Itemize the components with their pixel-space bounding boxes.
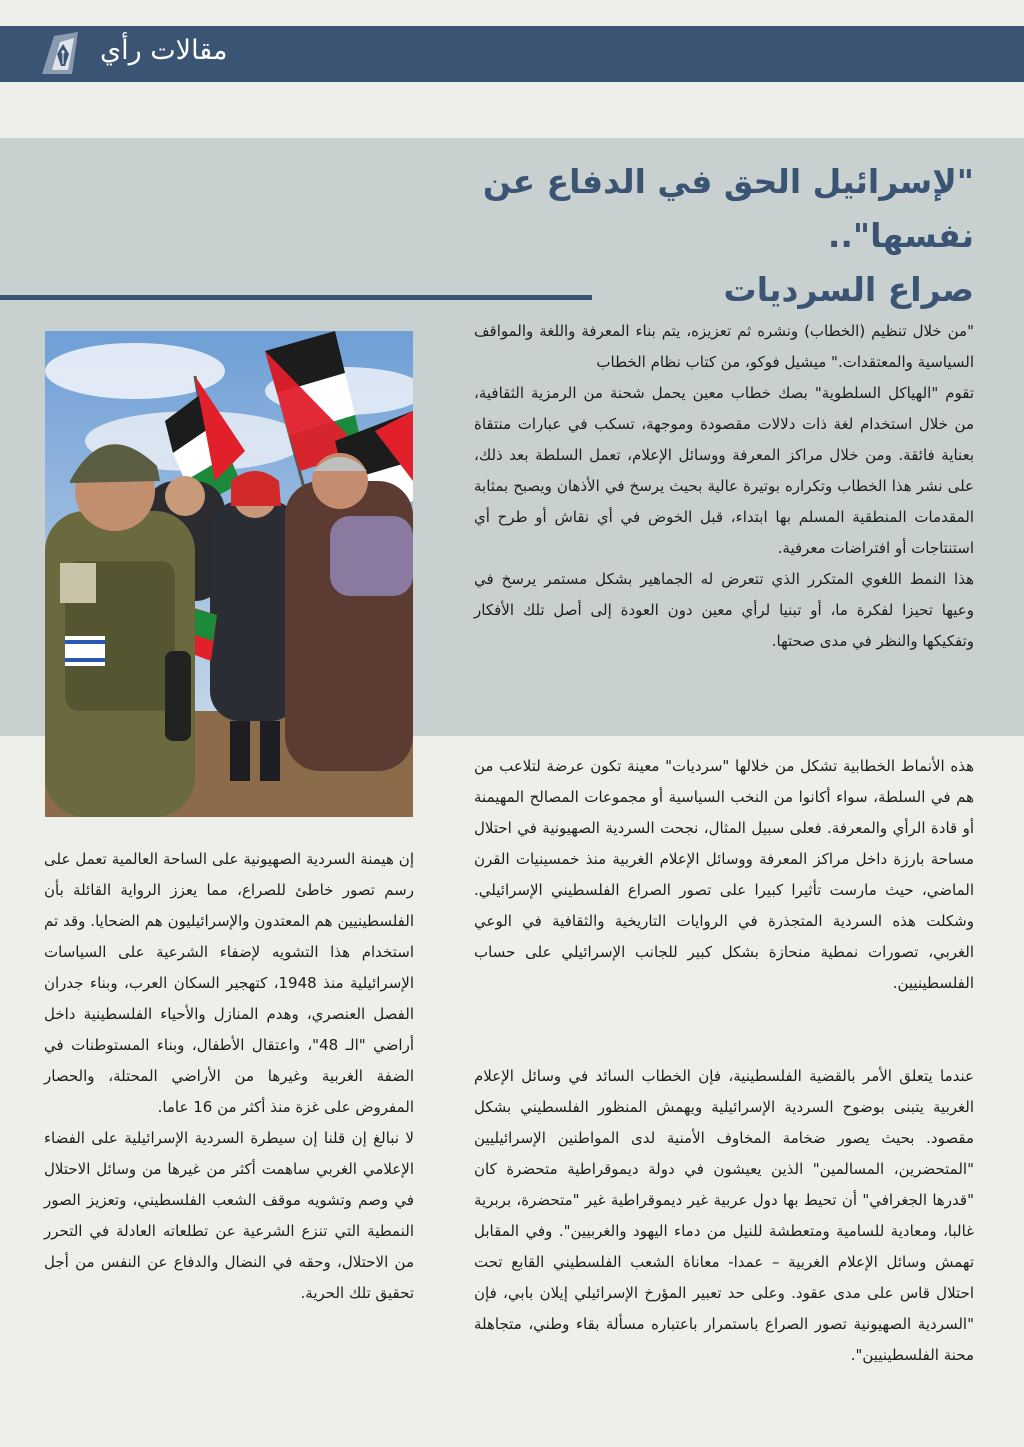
article-photo <box>45 331 413 817</box>
article-title <box>334 155 974 317</box>
paragraph-repetition: هذا النمط اللغوي المتكرر الذي تتعرض له الجماهير بشكل مستمر يرسخ في وعيها تحيزا لفكرة ما، أو تبنيا لرأي معين دون العودة إلى أصل تلك الأفكار وتفكيكها والنظر في مدى صحتها. <box>474 570 974 650</box>
paragraph-foucault-quote: "من خلال تنظيم (الخطاب) ونشره ثم تعزيزه، يتم بناء المعرفة واللغة والمواقف السياسية والمعتقدات." ميشيل فوكو، من كتاب نظام الخطاب <box>474 322 974 371</box>
left-column <box>44 844 414 1309</box>
paragraph-media-control: لا نبالغ إن قلنا إن سيطرة السردية الإسرائيلية على الفضاء الإعلامي الغربي ساهمت أكثر من غيرها من وسائل الاحتلال في وصم وتشويه موقف الشعب الفلسطيني، وتعزيز الصور النمطية التي تنزع الشرعية عن تطلعاته العادلة في التحرر من الاحتلال، وحقه في النضال والدفاع عن النفس من أجل تحقيق تلك الحرية. <box>44 1129 414 1302</box>
paragraph-western-media: عندما يتعلق الأمر بالقضية الفلسطينية، فإن الخطاب السائد في وسائل الإعلام الغربية يتبنى بوضوح السردية الإسرائيلية ويهمش المنظور الفلسطيني بشكل مقصود. بحيث يصور ضخامة المخاوف الأمنية لدى المواطنين الإسرائيليين "المتحضرين، المسالمين" الذين يعيشون في دولة ديموقراطية متحضرة كان "قدرها الجغرافي" أن تحيط بها دول عربية غير ديموقراطية غير "متحضرة، بربرية غالبا، ومعادية للسامية ومتعطشة للنيل من دماء اليهود والغربيين". وفي المقابل تهمش وسائل الإعلام الغربية – عمدا- معاناة الشعب الفلسطيني القابع تحت احتلال قاس على مدى عقود. وعلى حد تعبير المؤرخ الإسرائيلي إيلان بابي، فإن "السردية الصهيونية تصور الصراع باستمرار باعتباره مسألة بقاء وطني، متجاهلة محنة الفلسطينيين". <box>474 1067 974 1364</box>
right-column-block-1 <box>474 316 974 657</box>
title-divider <box>0 295 592 300</box>
paragraph-power-structures: تقوم "الهياكل السلطوية" بصك خطاب معين يحمل شحنة من الرمزية الثقافية، من خلال استخدام لغة ذات دلالات مقصودة وموجهة، تسكب في عبارات منتقاة بعناية فائقة. ومن خلال مراكز المعرفة ووسائل الإعلام، تعمل السلطة بعد ذلك، على نشر هذا الخطاب وتكراره بوتيرة عالية بحيث يرسخ في الأذهان ويصبح بمثابة المقدمات المنطقية المسلم بها ابتداء، قبل الخوض في أي نقاش أو طرح أي استنتاجات أو افتراضات معرفية. <box>474 384 974 557</box>
section-header-bar <box>0 26 1024 82</box>
article-title-line-1: "لإسرائيل الحق في الدفاع عن نفسها".. <box>482 162 974 255</box>
section-label: مقالات رأي <box>100 35 228 66</box>
fountain-pen-icon <box>36 30 84 78</box>
paragraph-zionist-hegemony: إن هيمنة السردية الصهيونية على الساحة العالمية تعمل على رسم تصور خاطئ للصراع، مما يعزز الرواية القائلة بأن الفلسطينيين هم المعتدون والإسرائيليون هم الضحايا. وقد تم استخدام هذا التشويه لإضفاء الشرعية على السياسات الإسرائيلية منذ 1948، كتهجير السكان العرب، وبناء جدران الفصل العنصري، وهدم المنازل والأحياء الفلسطينية داخل أراضي "الـ 48"، واعتقال الأطفال، وبناء المستوطنات في الضفة الغربية وغيرها من الأراضي المحتلة، والحصار المفروض على غزة منذ أكثر من 16 عاما. <box>44 850 414 1116</box>
right-column-block-3 <box>474 1061 974 1371</box>
article-title-line-2: صراع السرديات <box>723 270 974 309</box>
paragraph-narratives: هذه الأنماط الخطابية تشكل من خلالها "سرديات" معينة تكون عرضة لتلاعب من هم في السلطة، سواء أكانوا من النخب السياسية أو مجموعات المصالح المهيمنة أو قادة الرأي والمعرفة. فعلى سبيل المثال، نجحت السردية الصهيونية في احتلال مساحة بارزة داخل مراكز المعرفة ووسائل الإعلام الغربية منذ خمسينيات القرن الماضي، حيث مارست تأثيرا كبيرا على تصور الصراع الفلسطيني الإسرائيلي. وشكلت هذه السردية المتجذرة في الروايات التاريخية والثقافية في الوعي الغربي، تصورات نمطية منحازة بشكل كبير للجانب الإسرائيلي على حساب الفلسطينيين. <box>474 757 974 992</box>
right-column-block-2 <box>474 751 974 999</box>
